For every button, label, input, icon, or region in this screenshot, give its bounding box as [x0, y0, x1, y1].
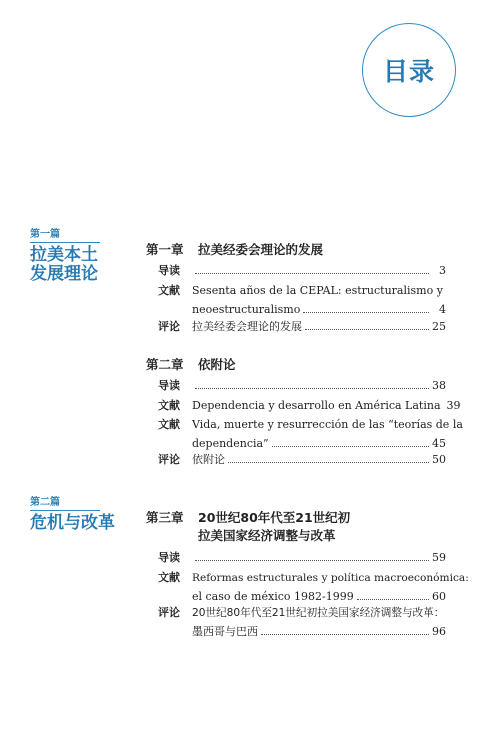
part-2-label [30, 496, 115, 533]
dot-leader [303, 312, 429, 313]
chapter-title: 20世纪80年代至21世纪初 拉美国家经济调整与改革 [198, 510, 351, 543]
entry-text: Sesenta años de la CEPAL: estructuralismo y [192, 284, 443, 297]
entry-text: 拉美经委会理论的发展 [192, 320, 302, 333]
chapter-heading[interactable] [146, 356, 446, 374]
chapter-heading[interactable] [146, 509, 446, 545]
part-divider [30, 242, 100, 243]
dot-leader [228, 462, 429, 463]
entry-tag: 文献 [158, 571, 180, 584]
page-number: 96 [432, 625, 446, 638]
entry-tag: 评论 [158, 453, 180, 466]
toc-title-badge [362, 23, 456, 117]
entry-tag: 文献 [158, 418, 180, 431]
page-number: 59 [432, 551, 446, 564]
dot-leader [272, 446, 429, 447]
chapter-title: 依附论 [198, 357, 236, 372]
entry-text: neoestructuralismo [192, 303, 301, 316]
part-number: 第二篇 [30, 497, 60, 508]
chapter-number: 第三章 [146, 510, 184, 525]
page-number: 50 [432, 453, 446, 466]
entry-text: Vida, muerte y resurrección de las “teorías de la [192, 418, 463, 431]
entry-tag: 导读 [158, 551, 180, 564]
dot-leader [305, 329, 429, 330]
entry-text: el caso de méxico 1982-1999 [192, 590, 354, 603]
toc-title: 目录 [382, 57, 435, 86]
entry-tag: 评论 [158, 606, 180, 619]
dot-leader [195, 560, 429, 561]
page-number: 4 [439, 303, 446, 316]
entry-text: dependencia” [192, 437, 269, 450]
page-number: 60 [432, 590, 446, 603]
part-number: 第一篇 [30, 229, 60, 240]
entry-text: 墨西哥与巴西 [192, 625, 258, 638]
dot-leader [357, 599, 429, 600]
dot-leader [195, 273, 429, 274]
part-title: 拉美本土 发展理论 [30, 245, 98, 284]
entry-tag: 导读 [158, 264, 180, 277]
chapter-heading[interactable] [146, 241, 446, 259]
chapter-number: 第一章 [146, 242, 184, 257]
entry-text: Dependencia y desarrollo en América Latina [192, 399, 441, 412]
part-1-label [30, 228, 100, 284]
page-number: 39 [446, 399, 461, 412]
dot-leader [261, 634, 429, 635]
entry-tag: 文献 [158, 399, 180, 412]
entry-tag: 导读 [158, 379, 180, 392]
entry-text: Reformas estructurales y política macroeconómica: [192, 572, 469, 584]
entry-text: 依附论 [192, 453, 225, 466]
page-number: 45 [432, 437, 446, 450]
part-title: 危机与改革 [30, 513, 115, 533]
chapter-number: 第二章 [146, 357, 184, 372]
entry-tag: 评论 [158, 320, 180, 333]
entry-text: 20世纪80年代至21世纪初拉美国家经济调整与改革： [192, 607, 445, 619]
page-number: 25 [432, 320, 446, 333]
part-divider [30, 510, 100, 511]
page-number: 38 [432, 379, 446, 392]
dot-leader [195, 388, 429, 389]
entry-tag: 文献 [158, 284, 180, 297]
page-number: 3 [439, 264, 446, 277]
chapter-title: 拉美经委会理论的发展 [198, 242, 324, 257]
